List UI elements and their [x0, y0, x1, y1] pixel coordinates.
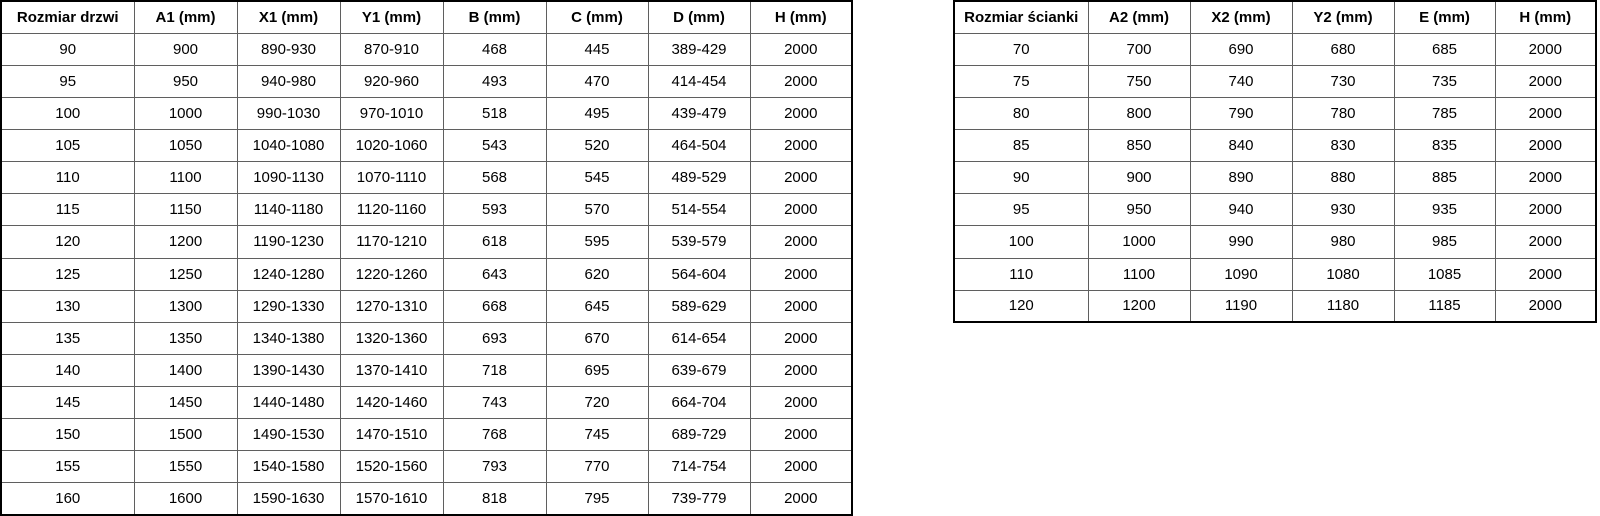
- table-cell: 1200: [1088, 290, 1190, 322]
- table-cell: 940: [1190, 194, 1292, 226]
- table-cell: 768: [443, 419, 546, 451]
- table-cell: 1400: [134, 354, 237, 386]
- table-row: [954, 65, 1596, 97]
- table-row: [1, 97, 852, 129]
- table-cell: 695: [546, 354, 648, 386]
- table-cell: 920-960: [340, 65, 443, 97]
- table-row: [954, 33, 1596, 65]
- table-cell: 2000: [750, 322, 852, 354]
- table-cell: 693: [443, 322, 546, 354]
- table-cell: 468: [443, 33, 546, 65]
- table-cell: 743: [443, 387, 546, 419]
- table-cell: 120: [954, 290, 1088, 322]
- table-cell: 2000: [1495, 33, 1596, 65]
- table-cell: 2000: [750, 226, 852, 258]
- table-row: [1, 226, 852, 258]
- table-cell: 2000: [750, 483, 852, 515]
- table-cell: 80: [954, 97, 1088, 129]
- table-cell: 690: [1190, 33, 1292, 65]
- table-cell: 1270-1310: [340, 290, 443, 322]
- column-header: D (mm): [648, 1, 750, 33]
- column-header: Y1 (mm): [340, 1, 443, 33]
- table-cell: 1540-1580: [237, 451, 340, 483]
- table-cell: 70: [954, 33, 1088, 65]
- table-cell: 1070-1110: [340, 162, 443, 194]
- table-cell: 518: [443, 97, 546, 129]
- table-cell: 1200: [134, 226, 237, 258]
- table-cell: 795: [546, 483, 648, 515]
- table-cell: 1590-1630: [237, 483, 340, 515]
- table-cell: 1570-1610: [340, 483, 443, 515]
- table-cell: 85: [954, 130, 1088, 162]
- table-cell: 1450: [134, 387, 237, 419]
- table-row: [1, 354, 852, 386]
- column-header: Rozmiar drzwi: [1, 1, 134, 33]
- table-row: [954, 130, 1596, 162]
- table-cell: 470: [546, 65, 648, 97]
- table-cell: 105: [1, 130, 134, 162]
- table-cell: 639-679: [648, 354, 750, 386]
- table-cell: 593: [443, 194, 546, 226]
- table-cell: 150: [1, 419, 134, 451]
- table-cell: 1180: [1292, 290, 1394, 322]
- table-cell: 1100: [134, 162, 237, 194]
- table-cell: 2000: [750, 290, 852, 322]
- column-header: H (mm): [750, 1, 852, 33]
- table-cell: 1150: [134, 194, 237, 226]
- table-cell: 125: [1, 258, 134, 290]
- table-cell: 75: [954, 65, 1088, 97]
- column-header: H (mm): [1495, 1, 1596, 33]
- table-cell: 950: [134, 65, 237, 97]
- table-cell: 830: [1292, 130, 1394, 162]
- door-sizes-header-row: [1, 1, 852, 33]
- table-cell: 950: [1088, 194, 1190, 226]
- table-cell: 145: [1, 387, 134, 419]
- table-cell: 1350: [134, 322, 237, 354]
- table-cell: 685: [1394, 33, 1495, 65]
- table-cell: 1090: [1190, 258, 1292, 290]
- column-header: X2 (mm): [1190, 1, 1292, 33]
- table-cell: 2000: [1495, 130, 1596, 162]
- table-row: [1, 290, 852, 322]
- table-cell: 545: [546, 162, 648, 194]
- table-cell: 155: [1, 451, 134, 483]
- table-row: [954, 226, 1596, 258]
- table-cell: 785: [1394, 97, 1495, 129]
- table-cell: 1420-1460: [340, 387, 443, 419]
- table-row: [954, 194, 1596, 226]
- table-cell: 120: [1, 226, 134, 258]
- table-cell: 1390-1430: [237, 354, 340, 386]
- table-cell: 2000: [750, 65, 852, 97]
- table-cell: 160: [1, 483, 134, 515]
- table-cell: 514-554: [648, 194, 750, 226]
- table-cell: 90: [1, 33, 134, 65]
- table-cell: 1290-1330: [237, 290, 340, 322]
- table-cell: 130: [1, 290, 134, 322]
- table-cell: 985: [1394, 226, 1495, 258]
- table-cell: 1470-1510: [340, 419, 443, 451]
- table-cell: 1080: [1292, 258, 1394, 290]
- table-cell: 970-1010: [340, 97, 443, 129]
- table-cell: 720: [546, 387, 648, 419]
- table-cell: 595: [546, 226, 648, 258]
- table-cell: 689-729: [648, 419, 750, 451]
- table-cell: 1050: [134, 130, 237, 162]
- table-row: [1, 322, 852, 354]
- table-row: [1, 130, 852, 162]
- table-cell: 1500: [134, 419, 237, 451]
- table-cell: 1100: [1088, 258, 1190, 290]
- table-cell: 1090-1130: [237, 162, 340, 194]
- table-cell: 890-930: [237, 33, 340, 65]
- table-row: [1, 451, 852, 483]
- table-cell: 2000: [750, 97, 852, 129]
- table-cell: 115: [1, 194, 134, 226]
- table-row: [1, 387, 852, 419]
- table-cell: 389-429: [648, 33, 750, 65]
- table-cell: 2000: [1495, 194, 1596, 226]
- table-cell: 800: [1088, 97, 1190, 129]
- column-header: A2 (mm): [1088, 1, 1190, 33]
- column-header: Y2 (mm): [1292, 1, 1394, 33]
- table-cell: 1085: [1394, 258, 1495, 290]
- table-cell: 2000: [1495, 97, 1596, 129]
- table-cell: 1170-1210: [340, 226, 443, 258]
- table-row: [954, 290, 1596, 322]
- table-cell: 110: [954, 258, 1088, 290]
- table-cell: 1220-1260: [340, 258, 443, 290]
- table-row: [1, 162, 852, 194]
- table-cell: 2000: [750, 451, 852, 483]
- column-header: E (mm): [1394, 1, 1495, 33]
- table-row: [954, 258, 1596, 290]
- column-header: B (mm): [443, 1, 546, 33]
- table-cell: 2000: [750, 354, 852, 386]
- table-cell: 100: [954, 226, 1088, 258]
- table-cell: 543: [443, 130, 546, 162]
- table-cell: 670: [546, 322, 648, 354]
- table-cell: 1320-1360: [340, 322, 443, 354]
- table-cell: 980: [1292, 226, 1394, 258]
- table-cell: 935: [1394, 194, 1495, 226]
- table-cell: 110: [1, 162, 134, 194]
- table-cell: 568: [443, 162, 546, 194]
- table-cell: 940-980: [237, 65, 340, 97]
- table-cell: 1040-1080: [237, 130, 340, 162]
- table-cell: 520: [546, 130, 648, 162]
- table-cell: 2000: [750, 33, 852, 65]
- column-header: C (mm): [546, 1, 648, 33]
- table-row: [954, 97, 1596, 129]
- table-cell: 2000: [750, 194, 852, 226]
- table-cell: 1020-1060: [340, 130, 443, 162]
- table-cell: 1600: [134, 483, 237, 515]
- table-cell: 1370-1410: [340, 354, 443, 386]
- table-cell: 850: [1088, 130, 1190, 162]
- table-cell: 1190: [1190, 290, 1292, 322]
- table-cell: 570: [546, 194, 648, 226]
- table-cell: 735: [1394, 65, 1495, 97]
- table-cell: 135: [1, 322, 134, 354]
- table-cell: 95: [1, 65, 134, 97]
- table-cell: 2000: [1495, 226, 1596, 258]
- table-cell: 1250: [134, 258, 237, 290]
- table-row: [1, 419, 852, 451]
- table-row: [1, 258, 852, 290]
- table-cell: 643: [443, 258, 546, 290]
- table-cell: 589-629: [648, 290, 750, 322]
- table-cell: 1490-1530: [237, 419, 340, 451]
- table-cell: 745: [546, 419, 648, 451]
- table-cell: 680: [1292, 33, 1394, 65]
- table-cell: 140: [1, 354, 134, 386]
- table-cell: 990-1030: [237, 97, 340, 129]
- table-cell: 493: [443, 65, 546, 97]
- table-cell: 870-910: [340, 33, 443, 65]
- table-cell: 618: [443, 226, 546, 258]
- table-cell: 2000: [1495, 290, 1596, 322]
- table-cell: 539-579: [648, 226, 750, 258]
- wall-sizes-header-row: [954, 1, 1596, 33]
- table-cell: 90: [954, 162, 1088, 194]
- table-row: [1, 65, 852, 97]
- table-cell: 95: [954, 194, 1088, 226]
- table-cell: 1000: [134, 97, 237, 129]
- table-cell: 780: [1292, 97, 1394, 129]
- table-cell: 930: [1292, 194, 1394, 226]
- table-cell: 740: [1190, 65, 1292, 97]
- table-cell: 880: [1292, 162, 1394, 194]
- table-cell: 1120-1160: [340, 194, 443, 226]
- table-cell: 790: [1190, 97, 1292, 129]
- table-cell: 100: [1, 97, 134, 129]
- column-header: X1 (mm): [237, 1, 340, 33]
- table-cell: 890: [1190, 162, 1292, 194]
- table-cell: 445: [546, 33, 648, 65]
- table-cell: 664-704: [648, 387, 750, 419]
- table-cell: 714-754: [648, 451, 750, 483]
- wall-sizes-table: [953, 0, 1597, 323]
- table-cell: 818: [443, 483, 546, 515]
- table-cell: 835: [1394, 130, 1495, 162]
- table-cell: 614-654: [648, 322, 750, 354]
- table-cell: 739-779: [648, 483, 750, 515]
- table-cell: 2000: [750, 130, 852, 162]
- table-cell: 770: [546, 451, 648, 483]
- table-cell: 900: [134, 33, 237, 65]
- table-cell: 1000: [1088, 226, 1190, 258]
- table-row: [1, 194, 852, 226]
- table-cell: 750: [1088, 65, 1190, 97]
- table-cell: 2000: [1495, 65, 1596, 97]
- table-cell: 885: [1394, 162, 1495, 194]
- table-cell: 1340-1380: [237, 322, 340, 354]
- table-cell: 668: [443, 290, 546, 322]
- table-cell: 1140-1180: [237, 194, 340, 226]
- table-cell: 793: [443, 451, 546, 483]
- table-cell: 1300: [134, 290, 237, 322]
- table-row: [954, 162, 1596, 194]
- table-cell: 489-529: [648, 162, 750, 194]
- column-header: Rozmiar ścianki: [954, 1, 1088, 33]
- table-cell: 900: [1088, 162, 1190, 194]
- table-cell: 414-454: [648, 65, 750, 97]
- column-header: A1 (mm): [134, 1, 237, 33]
- table-cell: 700: [1088, 33, 1190, 65]
- table-cell: 2000: [1495, 258, 1596, 290]
- table-cell: 1440-1480: [237, 387, 340, 419]
- table-cell: 645: [546, 290, 648, 322]
- table-row: [1, 483, 852, 515]
- table-cell: 2000: [750, 258, 852, 290]
- table-cell: 439-479: [648, 97, 750, 129]
- table-row: [1, 33, 852, 65]
- table-cell: 564-604: [648, 258, 750, 290]
- table-cell: 1240-1280: [237, 258, 340, 290]
- table-cell: 840: [1190, 130, 1292, 162]
- table-cell: 2000: [1495, 162, 1596, 194]
- table-cell: 1550: [134, 451, 237, 483]
- table-cell: 495: [546, 97, 648, 129]
- table-cell: 464-504: [648, 130, 750, 162]
- table-cell: 620: [546, 258, 648, 290]
- table-cell: 2000: [750, 162, 852, 194]
- table-cell: 1190-1230: [237, 226, 340, 258]
- table-cell: 1185: [1394, 290, 1495, 322]
- table-cell: 730: [1292, 65, 1394, 97]
- table-cell: 1520-1560: [340, 451, 443, 483]
- table-cell: 990: [1190, 226, 1292, 258]
- table-cell: 2000: [750, 419, 852, 451]
- table-cell: 2000: [750, 387, 852, 419]
- table-cell: 718: [443, 354, 546, 386]
